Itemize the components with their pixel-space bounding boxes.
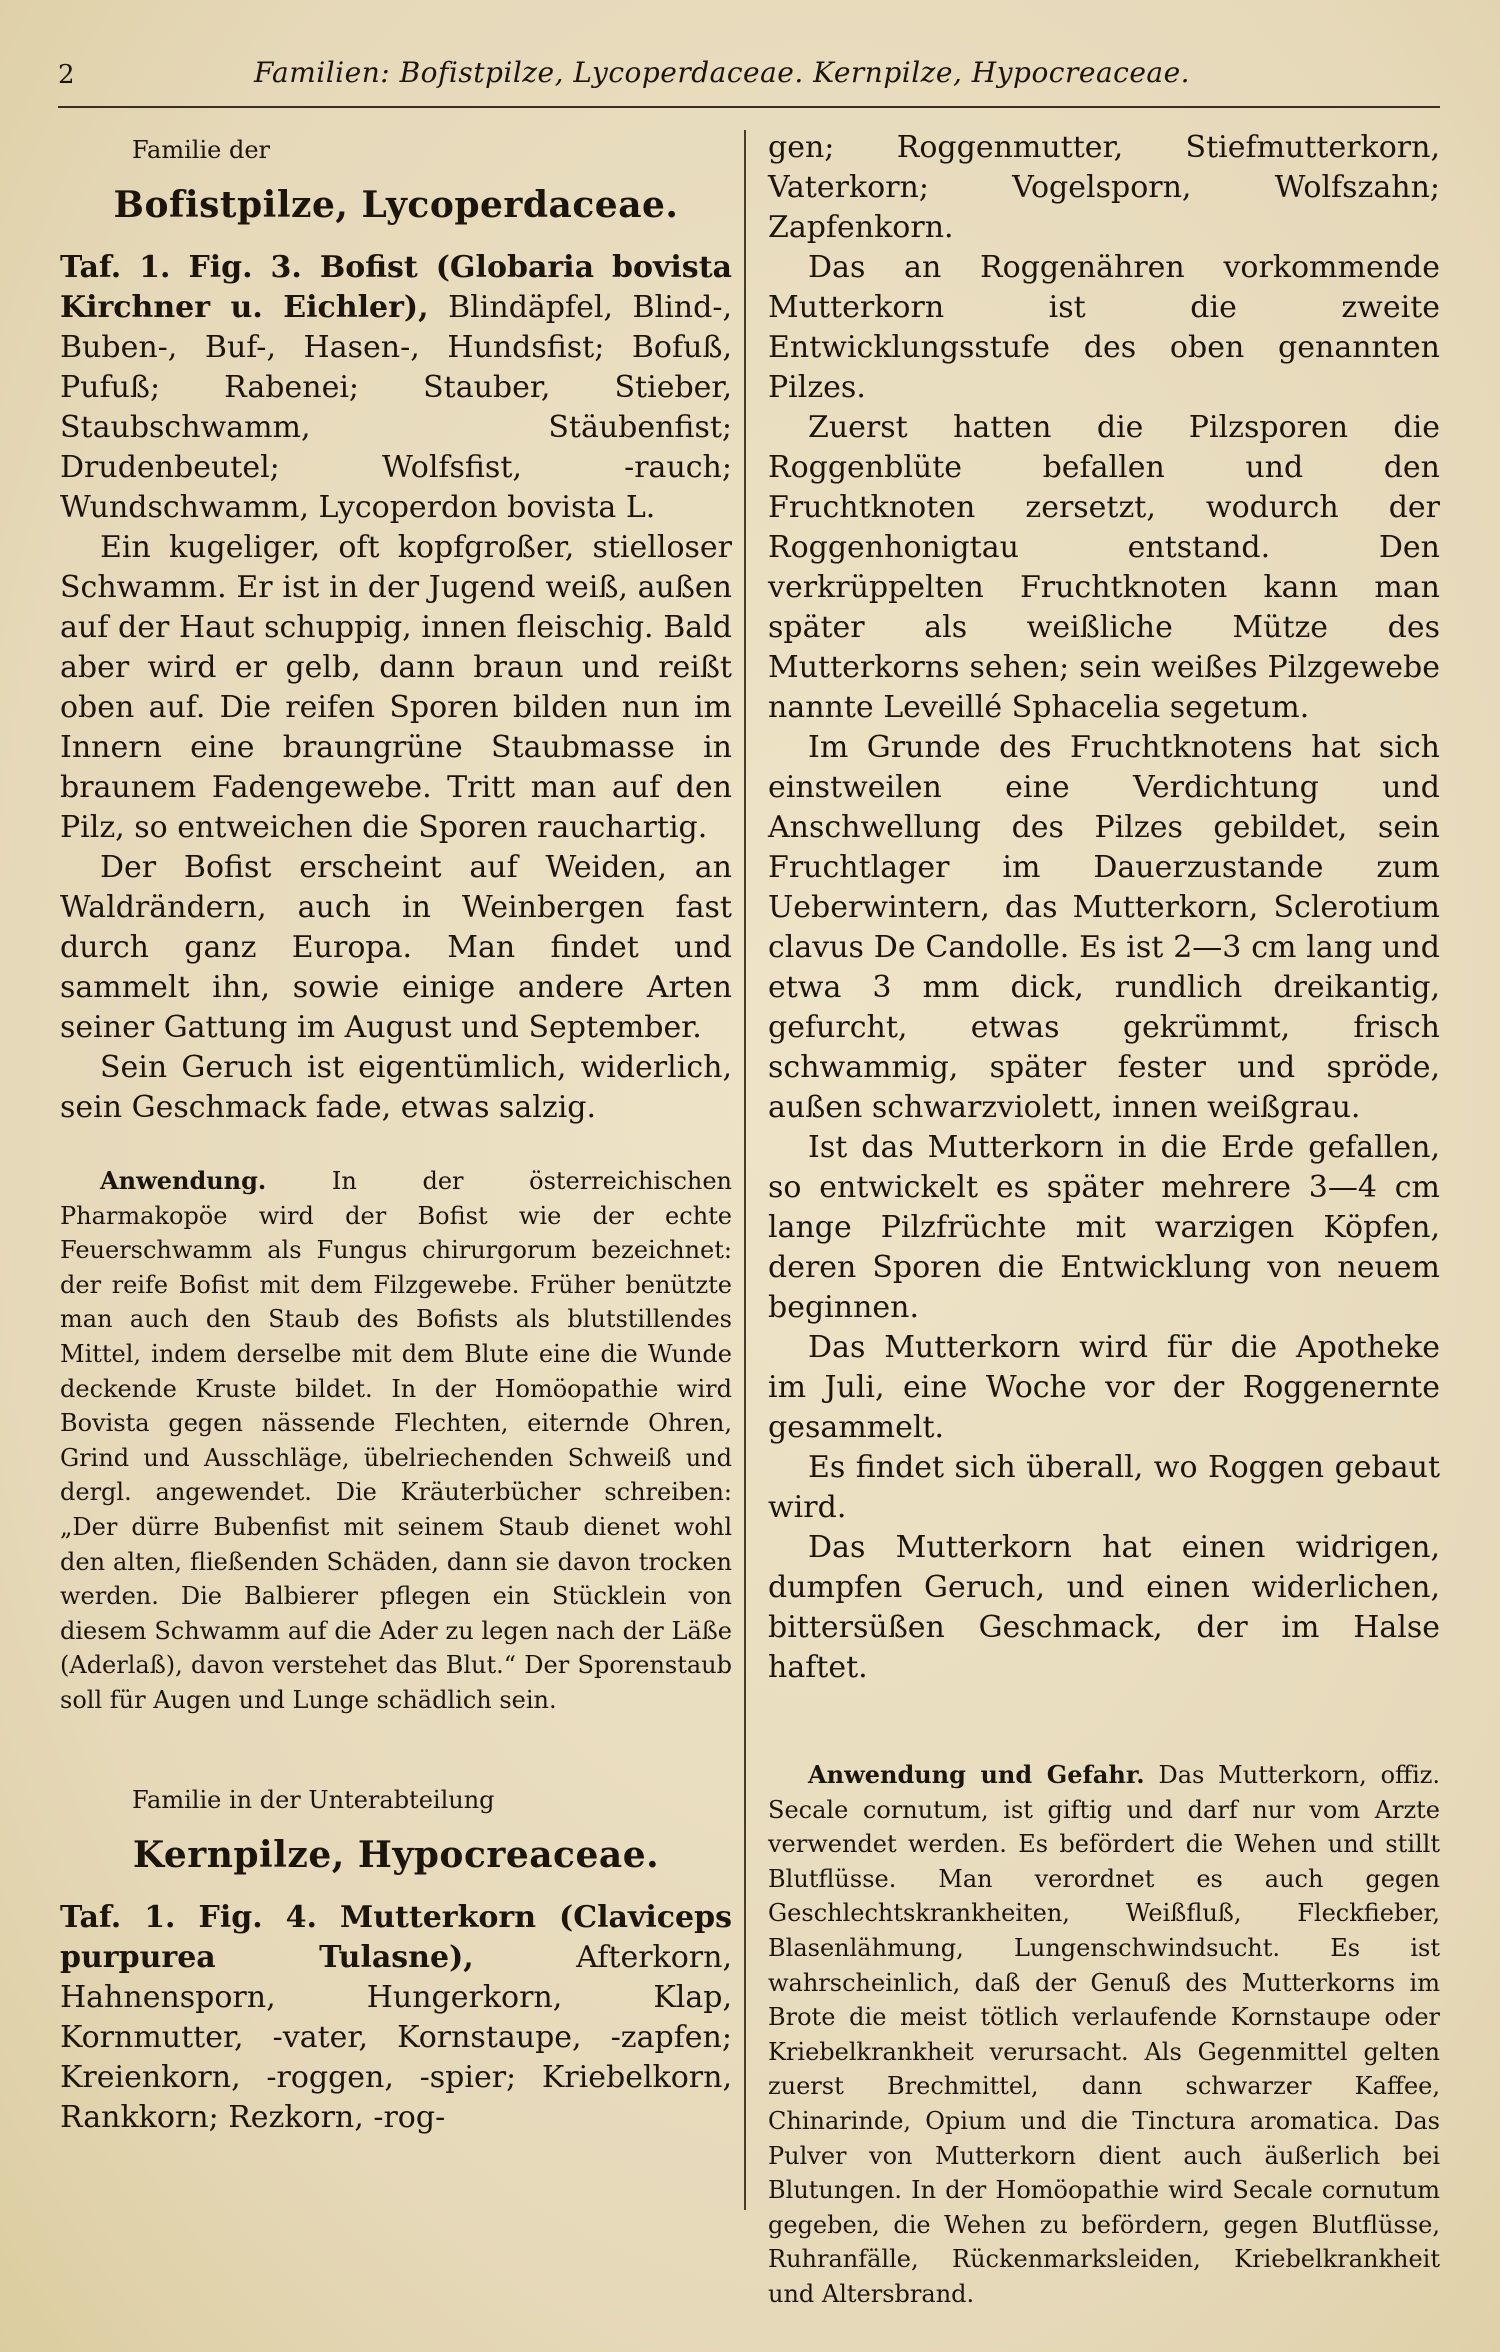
family-title: Bofistpilze, Lycoperdaceae. — [113, 184, 679, 226]
right-column — [768, 128, 1440, 2312]
synonyms-text: Afterkorn, Hahnensporn, Hungerkorn, Klap, Kornmutter, -vater, Kornstaupe, -zapfen; Kreienkorn, -roggen, -spier; Kriebelkorn, Rankkorn; Rezkorn, -rog- — [60, 1939, 732, 2135]
family-kicker: Familie der — [132, 136, 270, 164]
paragraph: Im Grunde des Fruchtknotens hat sich einstweilen eine Verdichtung und Anschwellung des Pilzes gebildet, sein Fruchtlager im Dauerzustande zum Ueberwintern, das Mutterkorn, Sclerotium clavus De Candolle. Es ist 2—3 cm lang und etwa 3 mm dick, rundlich dreikantig, gefurcht, etwas gekrümmt, frisch schwammig, später fester und spröde, außen schwarzviolett, innen weißgrau. — [768, 730, 1440, 1125]
header-rule — [58, 106, 1440, 108]
family-kicker: Familie in der Unterabteilung — [132, 1785, 495, 1814]
column-divider — [744, 130, 746, 2210]
usage-paragraph — [60, 1164, 732, 1718]
synonyms-text: Blindäpfel, Blind-, Buben-, Buf-, Hasen-, Hundsfist; Bofuß, Pufuß; Rabenei; Stauber, Stieber, Staubschwamm, Stäubenfist; Drudenbeutel; Wolfsfist, -rauch; Wundschwamm, Lycoperdon bovista L. — [60, 290, 732, 525]
synonyms-continued: gen; Roggenmutter, Stiefmutterkorn, Vaterkorn; Vogelsporn, Wolfszahn; Zapfenkorn. — [768, 130, 1440, 245]
species-entry — [60, 248, 732, 528]
usage-text: In der österreichischen Pharmakopöe wird der Bofist wie der echte Feuerschwamm als Fungus chirurgorum bezeichnet: der reife Bofist mit dem Filzgewebe. Früher benützte man auch den Staub des Bofists als blutstillendes Mittel, indem derselbe mit dem Blute eine die Wunde deckende Kruste bildet. In der Homöopathie wird Bovista gegen nässende Flechten, eiternde Ohren, Grind und Ausschläge, übelriechenden Schweiß und dergl. angewendet. Die Kräuterbücher schreiben: „Der dürre Bubenfist mit seinem Staub dienet wohl den alten, fließenden Schäden, dann sie davon trocken werden. Die Balbierer pflegen ein Stücklein von diesem Schwamm auf die Ader zu legen nach der Läße (Aderlaß), davon verstehet das Blut.“ Der Sporenstaub soll für Augen und Lunge schädlich sein. — [60, 1167, 732, 1714]
habitat-paragraph: Der Bofist erscheint auf Weiden, an Waldrändern, auch in Weinbergen fast durch ganz Europa. Man findet und sammelt ihn, sowie einige andere Arten seiner Gattung im August und September. — [60, 850, 732, 1045]
family-title: Kernpilze, Hypocreaceae. — [132, 1833, 660, 1876]
species-heading: Taf. 1. Fig. 3. Bofist (Globaria bovista Kirchner u. Eichler), — [60, 250, 732, 325]
paragraph: Das Mutterkorn wird für die Apotheke im Juli, eine Woche vor der Roggenernte gesammelt. — [768, 1330, 1440, 1445]
usage-label: Anwendung. — [100, 1166, 267, 1195]
paragraph: Das Mutterkorn hat einen widrigen, dumpfen Geruch, und einen widerlichen, bittersüßen Geschmack, der im Halse haftet. — [768, 1530, 1440, 1685]
page-number: 2 — [58, 60, 75, 90]
description-paragraph: Ein kugeliger, oft kopfgroßer, stielloser Schwamm. Er ist in der Jugend weiß, außen auf der Haut schuppig, innen fleischig. Bald aber wird er gelb, dann braun und reißt oben auf. Die reifen Sporen bilden nun im Innern eine braungrüne Staubmasse in braunem Fadengewebe. Tritt man auf den Pilz, so entweichen die Sporen rauchartig. — [60, 530, 732, 845]
species-entry — [60, 1898, 732, 2138]
paragraph: Zuerst hatten die Pilzsporen die Roggenblüte befallen und den Fruchtknoten zersetzt, wodurch der Roggenhonigtau entstand. Den verkrüppelten Fruchtknoten kann man später als weißliche Mütze des Mutterkorns sehen; sein weißes Pilzgewebe nannte Leveillé Sphacelia segetum. — [768, 410, 1440, 725]
running-title: Familien: Bofistpilze, Lycoperdaceae. Kernpilze, Hypocreaceae. — [254, 56, 1191, 89]
paragraph: Es findet sich überall, wo Roggen gebaut wird. — [768, 1450, 1440, 1525]
paragraph: Das an Roggenähren vorkommende Mutterkorn ist die zweite Entwicklungsstufe des oben genannten Pilzes. — [768, 250, 1440, 405]
usage-paragraph — [768, 1758, 1440, 2312]
paragraph: Ist das Mutterkorn in die Erde gefallen, so entwickelt es später mehrere 3—4 cm lange Pilzfrüchte mit warzigen Köpfen, deren Sporen die Entwicklung von neuem beginnen. — [768, 1130, 1440, 1325]
smell-paragraph: Sein Geruch ist eigentümlich, widerlich, sein Geschmack fade, etwas salzig. — [60, 1050, 732, 1125]
left-column — [60, 128, 732, 2138]
species-heading: Taf. 1. Fig. 4. Mutterkorn (Claviceps purpurea Tulasne), — [60, 1899, 732, 1975]
usage-text: Das Mutterkorn, offiz. Secale cornutum, ist giftig und darf nur vom Arzte verwendet werden. Es befördert die Wehen und stillt Blutflüsse. Man verordnet es auch gegen Geschlechtskrankheiten, Weißfluß, Fleckfieber, Blasenlähmung, Lungenschwindsucht. Es ist wahrscheinlich, daß der Genuß des Mutterkorns im Brote die meist tötlich verlaufende Kornstaupe oder Kriebelkrankheit verursacht. Als Gegenmittel gelten zuerst Brechmittel, dann schwarzer Kaffee, Chinarinde, Opium und die Tinctura aromatica. Das Pulver von Mutterkorn dient auch äußerlich bei Blutungen. In der Homöopathie wird Secale cornutum gegeben, die Wehen zu befördern, gegen Blutflüsse, Ruhranfälle, Rückenmarksleiden, Kriebelkrankheit und Altersbrand. — [768, 1761, 1441, 2308]
usage-label: Anwendung und Gefahr. — [808, 1760, 1145, 1789]
page-header — [58, 56, 1440, 104]
